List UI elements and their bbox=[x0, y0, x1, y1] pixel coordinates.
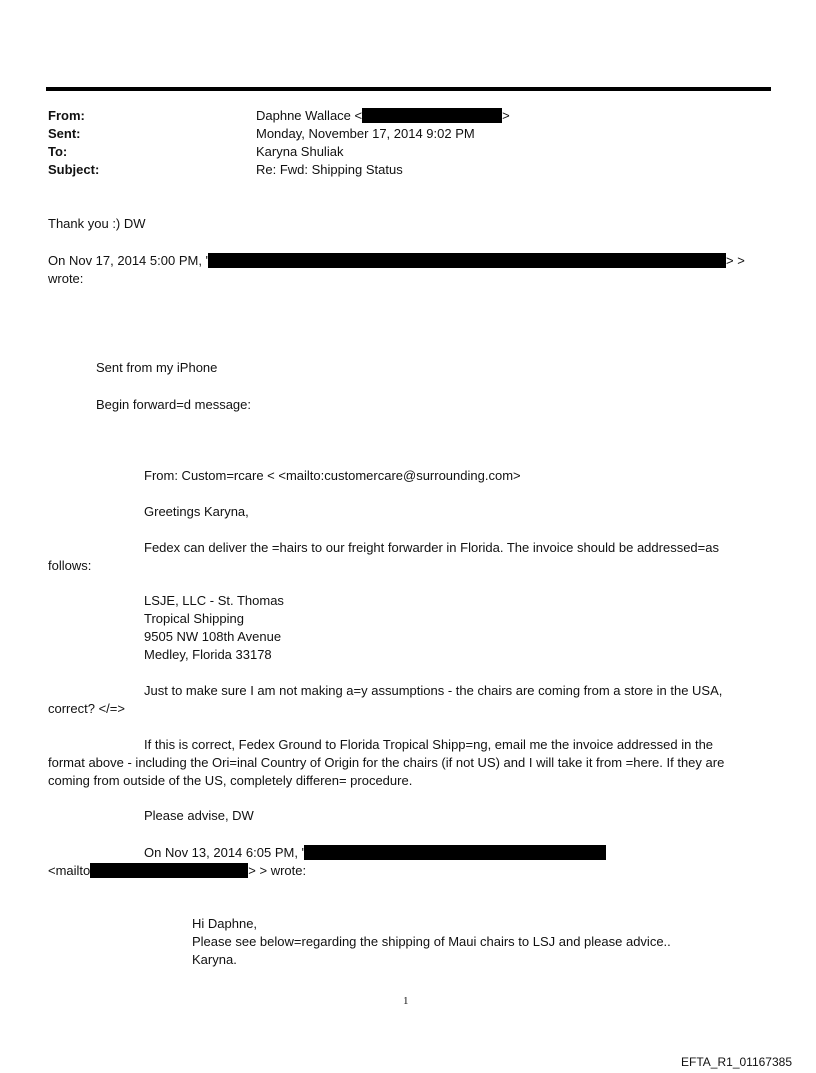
mailto-text: <mailto bbox=[48, 863, 91, 878]
wrote-line: wrote: bbox=[48, 271, 84, 286]
assume-line-1: Just to make sure I am not making a=y assumptions - the chairs are coming from a store in the USA, bbox=[144, 683, 723, 698]
advise-line: Please advise, DW bbox=[144, 808, 254, 823]
page-number: 1 bbox=[403, 995, 409, 1007]
mailto-close: > > wrote: bbox=[248, 863, 307, 878]
thanks-line: Thank you :) DW bbox=[48, 216, 146, 231]
begin-forward-line: Begin forward=d message: bbox=[96, 397, 252, 412]
subject-value: Re: Fwd: Shipping Status bbox=[256, 162, 403, 177]
please-see-line: Please see below=regarding the shipping of Maui chairs to LSJ and please advice.. bbox=[192, 934, 671, 949]
redaction-bar bbox=[304, 845, 606, 860]
from-value bbox=[256, 107, 510, 125]
sent-label: Sent: bbox=[48, 126, 81, 141]
correct-line-3: coming from outside of the US, completely differen= procedure. bbox=[48, 773, 413, 788]
address-line-2: Tropical Shipping bbox=[144, 611, 244, 626]
from-name: Daphne Wallace < bbox=[256, 108, 363, 123]
signoff-line: Karyna. bbox=[192, 952, 237, 967]
from-label: From: bbox=[48, 108, 85, 123]
redaction-bar bbox=[362, 108, 502, 123]
mailto-line bbox=[48, 862, 306, 880]
forward-from-line: From: Custom=rcare < <mailto:customercare@surrounding.com> bbox=[144, 468, 521, 483]
subject-label: Subject: bbox=[48, 162, 100, 177]
address-line-3: 9505 NW 108th Avenue bbox=[144, 629, 282, 644]
sent-value: Monday, November 17, 2014 9:02 PM bbox=[256, 126, 475, 141]
fedex-line-2: follows: bbox=[48, 558, 92, 573]
document-id: EFTA_R1_01167385 bbox=[681, 1055, 792, 1069]
nested-intro-text: On Nov 13, 2014 6:05 PM, ' bbox=[144, 845, 305, 860]
sent-from-line: Sent from my iPhone bbox=[96, 360, 218, 375]
redaction-bar bbox=[90, 863, 248, 878]
assume-line-2: correct? </=> bbox=[48, 701, 125, 716]
nested-intro bbox=[144, 844, 606, 862]
fedex-line-1: Fedex can deliver the =hairs to our freight forwarder in Florida. The invoice should be addressed=as bbox=[144, 540, 719, 555]
address-line-4: Medley, Florida 33178 bbox=[144, 647, 272, 662]
to-value: Karyna Shuliak bbox=[256, 144, 344, 159]
from-close: > bbox=[502, 108, 510, 123]
quote-intro-text: On Nov 17, 2014 5:00 PM, ' bbox=[48, 253, 209, 268]
quote-intro bbox=[48, 252, 745, 270]
quote-intro-close: > > bbox=[726, 253, 745, 268]
to-label: To: bbox=[48, 144, 68, 159]
redaction-bar bbox=[208, 253, 726, 268]
correct-line-1: If this is correct, Fedex Ground to Florida Tropical Shipp=ng, email me the invoice addressed in the bbox=[144, 737, 714, 752]
hi-line: Hi Daphne, bbox=[192, 916, 258, 931]
address-line-1: LSJE, LLC - St. Thomas bbox=[144, 593, 284, 608]
greeting-line: Greetings Karyna, bbox=[144, 504, 249, 519]
correct-line-2: format above - including the Ori=inal Country of Origin for the chairs (if not US) and I will take it from =here. If they are bbox=[48, 755, 725, 770]
header-rule bbox=[46, 87, 771, 91]
